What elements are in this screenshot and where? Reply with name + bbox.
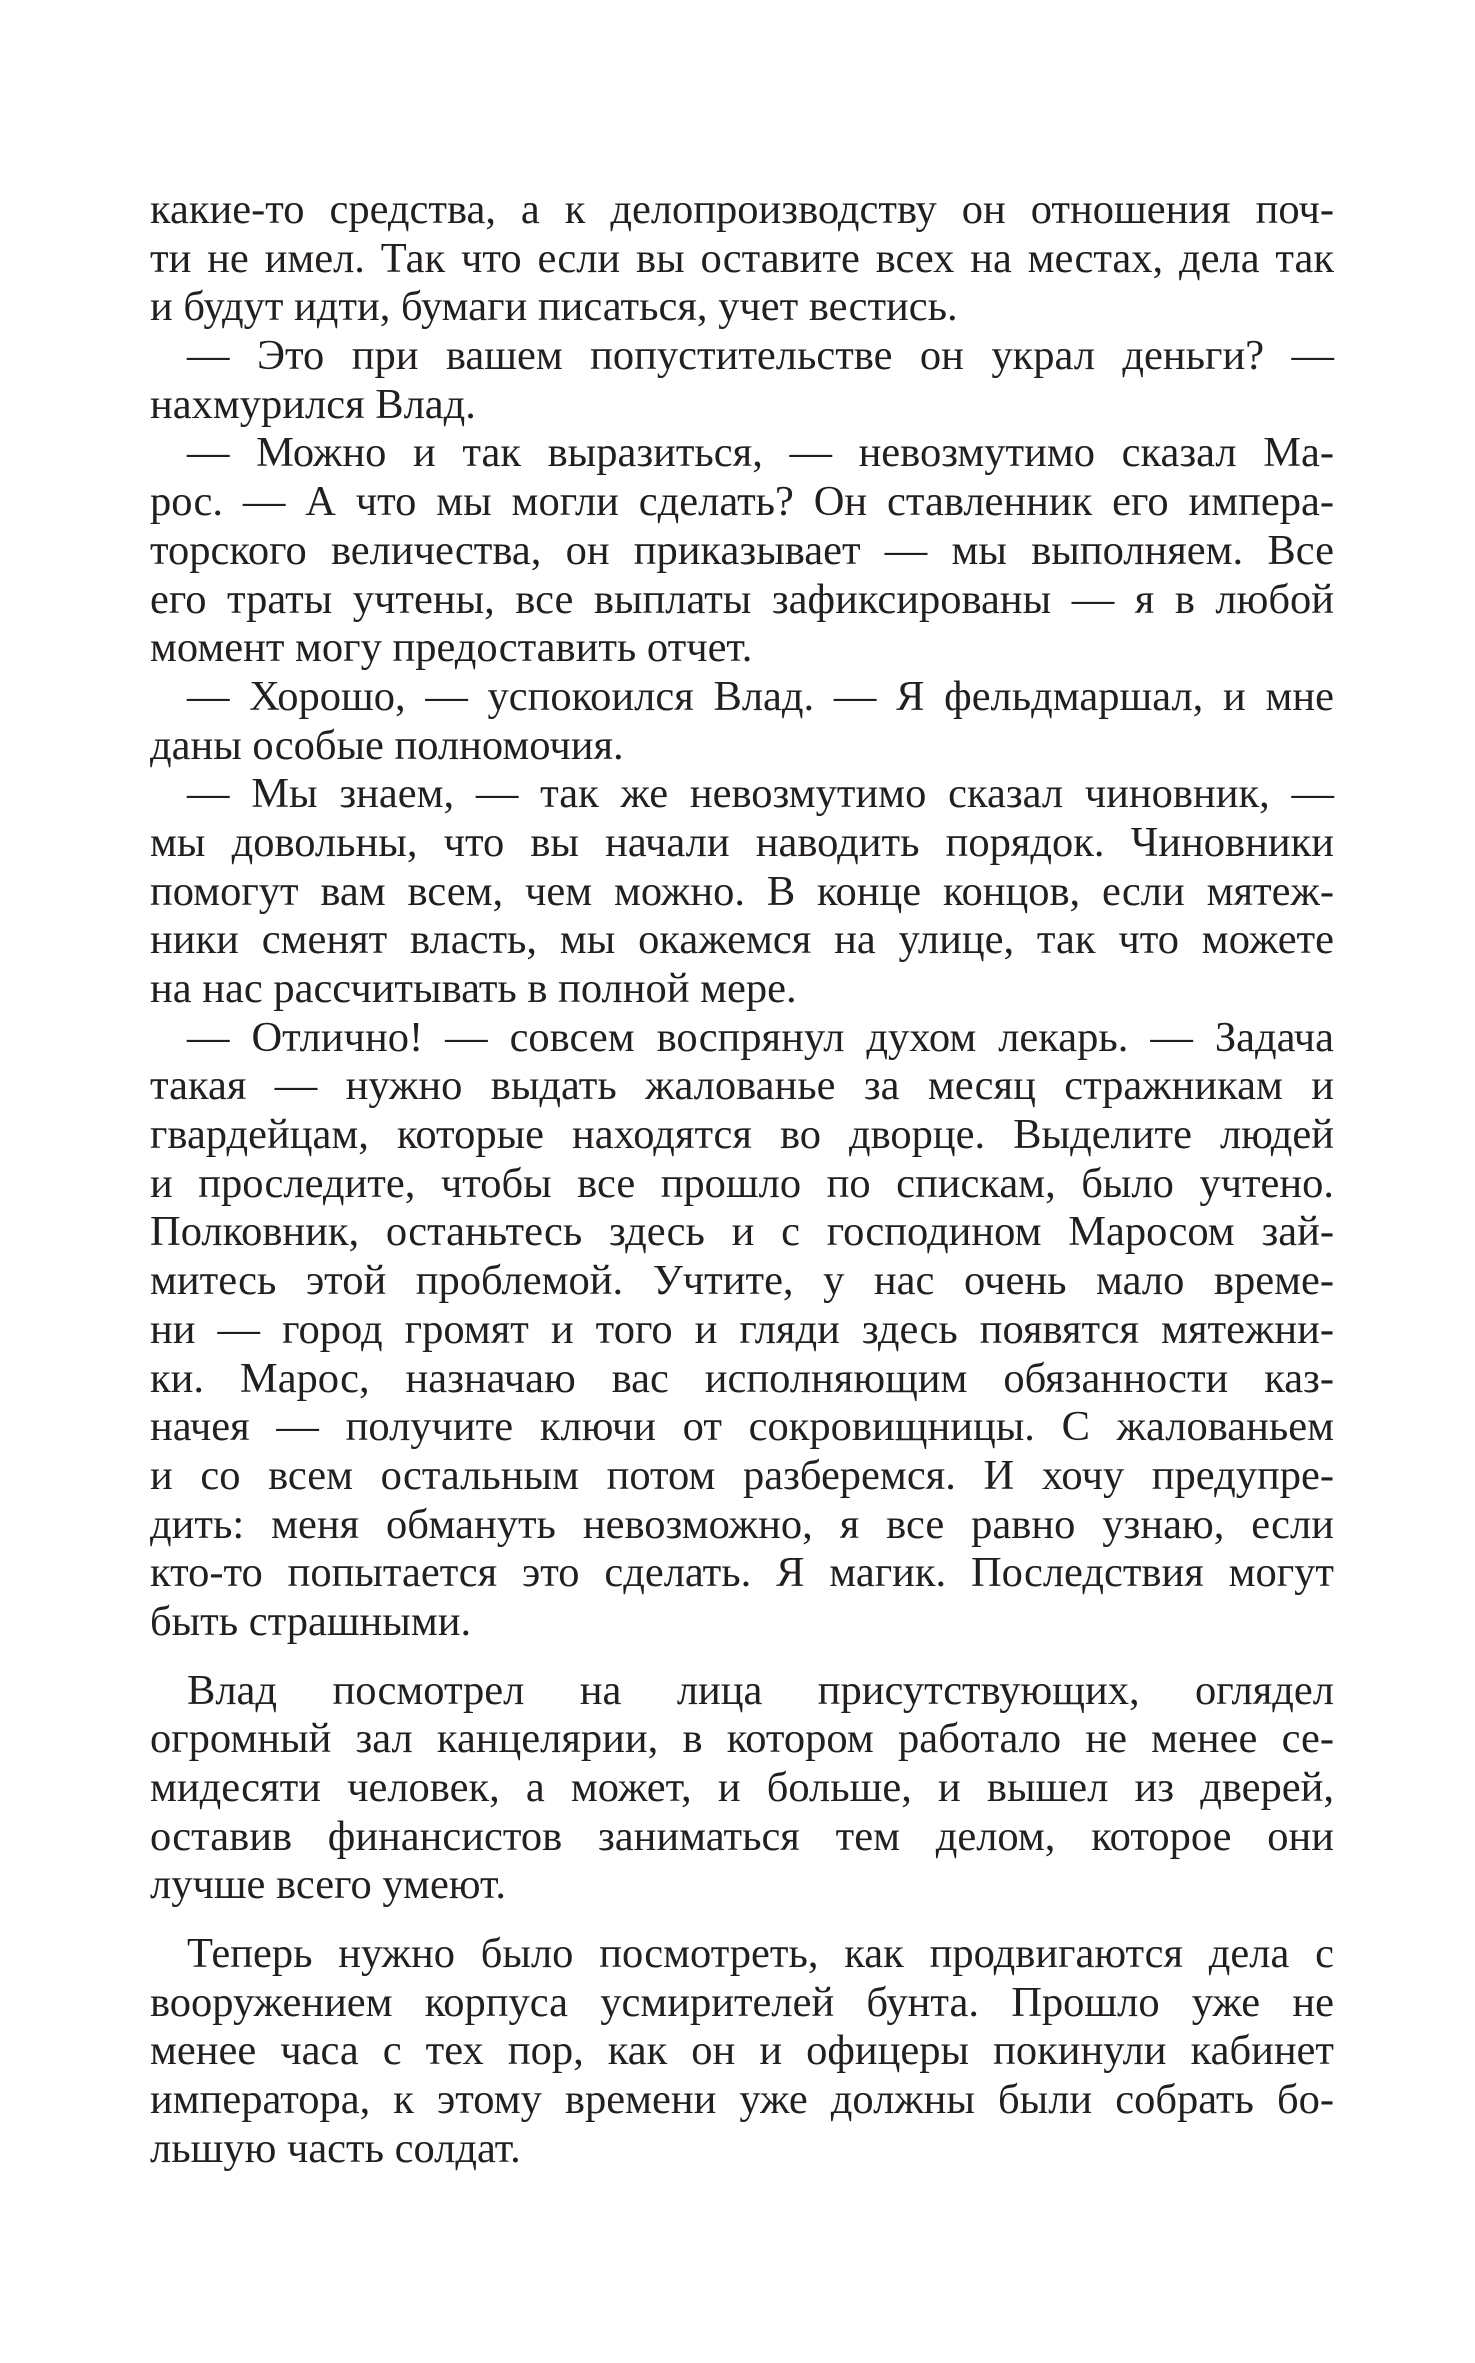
text-line: — Мы знаем, — так же невозмутимо сказал чиновник, — xyxy=(187,770,1334,818)
text-line: ники сменят власть, мы окажемся на улице, так что можете xyxy=(150,916,1334,964)
text-line: торского величества, он приказывает — мы выполняем. Все xyxy=(150,526,1334,574)
text-line: и со всем остальным потом разберемся. И хочу предупре- xyxy=(150,1451,1334,1499)
text-line: мидесяти человек, а может, и больше, и вышел из дверей, xyxy=(150,1764,1334,1811)
text-line: какие-то средства, а к делопроизводству он отношения поч- xyxy=(150,186,1334,233)
text-line: момент могу предоставить отчет. xyxy=(150,624,753,672)
paragraph xyxy=(150,429,1334,672)
text-line: — Отлично! — совсем воспрянул духом лекарь. — Задача xyxy=(187,1013,1334,1061)
text-line: нахмурился Влад. xyxy=(150,380,476,428)
text-line: на нас рассчитывать в полной мере. xyxy=(150,965,797,1012)
paragraph xyxy=(150,1667,1334,1910)
text-line: митесь этой проблемой. Учтите, у нас очень мало време- xyxy=(150,1257,1334,1305)
paragraph xyxy=(150,673,1334,770)
text-line: — Можно и так выразиться, — невозмутимо сказал Ма- xyxy=(187,429,1334,477)
text-line: ти не имел. Так что если вы оставите всех на местах, дела так xyxy=(150,234,1334,282)
text-line: его траты учтены, все выплаты зафиксированы — я в любой xyxy=(150,575,1334,623)
paragraph xyxy=(150,186,1334,332)
text-line: лучше всего умеют. xyxy=(150,1861,506,1909)
paragraph xyxy=(150,332,1334,429)
text-line: и проследите, чтобы все прошло по спискам, было учтено. xyxy=(150,1159,1334,1207)
paragraph-gap xyxy=(150,1910,1334,1930)
text-line: рос. — А что мы могли сделать? Он ставленник его импера- xyxy=(150,478,1334,526)
text-line: мы довольны, что вы начали наводить порядок. Чиновники xyxy=(150,818,1334,866)
text-line: Влад посмотрел на лица присутствующих, оглядел xyxy=(187,1666,1334,1714)
paragraph xyxy=(150,1930,1334,2173)
text-line: и будут идти, бумаги писаться, учет вестись. xyxy=(150,283,958,331)
text-line: императора, к этому времени уже должны были собрать бо- xyxy=(150,2076,1334,2124)
text-line: ни — город громят и того и гляди здесь появятся мятежни- xyxy=(150,1305,1334,1353)
text-line: кто-то попытается это сделать. Я магик. Последствия могут xyxy=(150,1549,1334,1597)
text-line: — Это при вашем попустительстве он украл деньги? — xyxy=(187,332,1334,380)
text-line: ки. Марос, назначаю вас исполняющим обязанности каз- xyxy=(150,1354,1334,1402)
text-line: огромный зал канцелярии, в котором работало не менее се- xyxy=(150,1715,1334,1763)
text-line: — Хорошо, — успокоился Влад. — Я фельдмаршал, и мне xyxy=(187,672,1334,720)
text-line: оставив финансистов заниматься тем делом, которое они xyxy=(150,1812,1334,1860)
text-line: начея — получите ключи от сокровищницы. С жалованьем xyxy=(150,1403,1334,1451)
paragraph-gap xyxy=(150,1647,1334,1667)
text-line: льшую часть солдат. xyxy=(150,2124,521,2172)
paragraph xyxy=(150,770,1334,1013)
text-line: даны особые полномочия. xyxy=(150,721,624,769)
text-line: быть страшными. xyxy=(150,1597,472,1645)
text-line: гвардейцам, которые находятся во дворце. Выделите людей xyxy=(150,1111,1334,1159)
text-line: Теперь нужно было посмотреть, как продвигаются дела с xyxy=(187,1930,1334,1978)
text-line: помогут вам всем, чем можно. В конце концов, если мятеж- xyxy=(150,867,1334,915)
text-line: такая — нужно выдать жалованье за месяц стражникам и xyxy=(150,1062,1334,1110)
text-line: дить: меня обмануть невозможно, я все равно узнаю, если xyxy=(150,1500,1334,1548)
text-line: менее часа с тех пор, как он и офицеры покинули кабинет xyxy=(150,2027,1334,2075)
book-page-text xyxy=(150,186,1334,2174)
text-line: вооружением корпуса усмирителей бунта. Прошло уже не xyxy=(150,1978,1334,2026)
paragraph xyxy=(150,1014,1334,1647)
text-line: Полковник, останьтесь здесь и с господином Маросом зай- xyxy=(150,1208,1334,1256)
